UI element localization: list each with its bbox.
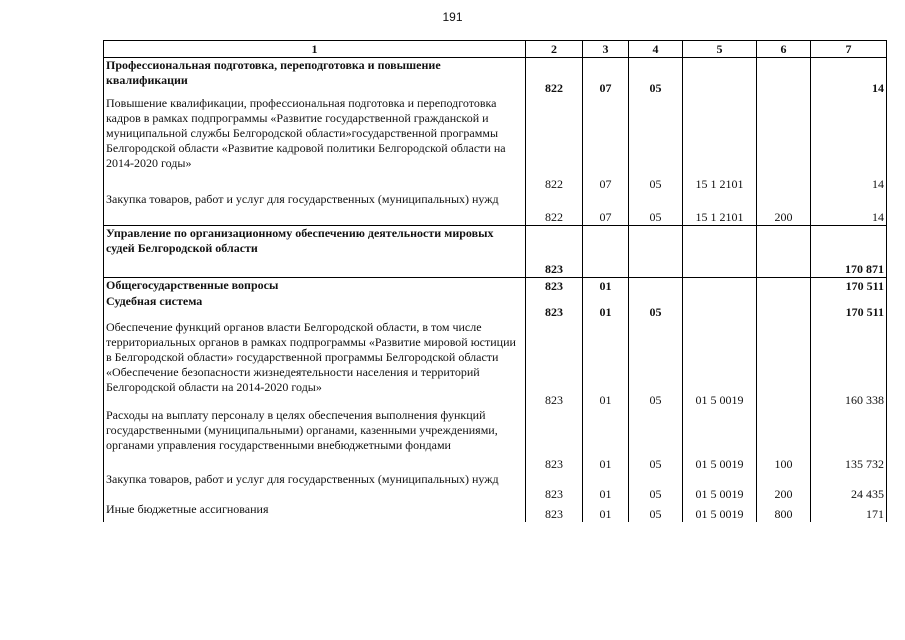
- table-row: [104, 320, 887, 408]
- subsection-code-cell: 05: [629, 408, 683, 472]
- amount-cell: 135 732: [811, 408, 887, 472]
- subsection-code-cell: 05: [629, 58, 683, 96]
- expense-type-cell: [757, 320, 811, 408]
- row-name-cell: Закупка товаров, работ и услуг для государственных (муниципальных) нужд: [104, 472, 526, 502]
- ved-code-cell: 823: [526, 472, 583, 502]
- section-code-cell: 07: [583, 58, 629, 96]
- target-article-cell: 01 5 0019: [683, 502, 757, 522]
- section-code-cell: 01: [583, 294, 629, 320]
- row-name-cell: Повышение квалификации, профессиональная подготовка и переподготовка кадров в рамках подпрограммы «Развитие государственной гражданской и муниципальной службы Белгородской области»государственной программы Белгородской области «Развитие кадровой политики Белгородской области на 2014-2020 годы»: [104, 96, 526, 192]
- subsection-code-cell: [629, 226, 683, 278]
- target-article-cell: [683, 58, 757, 96]
- header-cell: 4: [629, 41, 683, 58]
- row-name-cell: Судебная система: [104, 294, 526, 320]
- header-cell: 7: [811, 41, 887, 58]
- expense-type-cell: 800: [757, 502, 811, 522]
- table-row: [104, 226, 887, 278]
- ved-code-cell: 822: [526, 192, 583, 226]
- target-article-cell: [683, 294, 757, 320]
- section-code-cell: 01: [583, 472, 629, 502]
- row-name-cell: Профессиональная подготовка, переподготовка и повышение квалификации: [104, 58, 526, 96]
- section-code-cell: 07: [583, 96, 629, 192]
- page-number: 191: [442, 10, 463, 24]
- amount-cell: 14: [811, 192, 887, 226]
- header-cell: 6: [757, 41, 811, 58]
- ved-code-cell: 823: [526, 320, 583, 408]
- expense-type-cell: [757, 294, 811, 320]
- subsection-code-cell: 05: [629, 192, 683, 226]
- row-name-cell: Общегосударственные вопросы: [104, 278, 526, 294]
- section-code-cell: 01: [583, 320, 629, 408]
- subsection-code-cell: 05: [629, 472, 683, 502]
- table-row: [104, 278, 887, 294]
- expense-type-cell: 200: [757, 472, 811, 502]
- section-code-cell: 07: [583, 192, 629, 226]
- table-row: [104, 96, 887, 192]
- expense-type-cell: [757, 96, 811, 192]
- table-row: [104, 502, 887, 522]
- amount-cell: 24 435: [811, 472, 887, 502]
- subsection-code-cell: 05: [629, 502, 683, 522]
- ved-code-cell: 823: [526, 502, 583, 522]
- expense-type-cell: 200: [757, 192, 811, 226]
- expense-type-cell: [757, 226, 811, 278]
- amount-cell: 160 338: [811, 320, 887, 408]
- section-code-cell: 01: [583, 278, 629, 294]
- row-name-cell: Расходы на выплату персоналу в целях обеспечения выполнения функций государственными (муниципальными) органами, казенными учреждениями, органами управления государственными внебюджетными фондами: [104, 408, 526, 472]
- row-name-cell: Иные бюджетные ассигнования: [104, 502, 526, 522]
- table-row: [104, 472, 887, 502]
- section-code-cell: 01: [583, 408, 629, 472]
- header-cell: 1: [104, 41, 526, 58]
- header-row: [104, 41, 887, 58]
- target-article-cell: 15 1 2101: [683, 96, 757, 192]
- ved-code-cell: 822: [526, 96, 583, 192]
- table-row: [104, 294, 887, 320]
- subsection-code-cell: 05: [629, 320, 683, 408]
- subsection-code-cell: [629, 278, 683, 294]
- subsection-code-cell: 05: [629, 96, 683, 192]
- budget-table: [103, 40, 887, 522]
- expense-type-cell: [757, 278, 811, 294]
- amount-cell: 14: [811, 58, 887, 96]
- target-article-cell: [683, 278, 757, 294]
- header-cell: 3: [583, 41, 629, 58]
- section-code-cell: [583, 226, 629, 278]
- table-row: [104, 408, 887, 472]
- amount-cell: 14: [811, 96, 887, 192]
- table-row: [104, 58, 887, 96]
- target-article-cell: 01 5 0019: [683, 408, 757, 472]
- header-cell: 5: [683, 41, 757, 58]
- amount-cell: 170 511: [811, 294, 887, 320]
- ved-code-cell: 823: [526, 408, 583, 472]
- amount-cell: 170 511: [811, 278, 887, 294]
- expense-type-cell: 100: [757, 408, 811, 472]
- target-article-cell: 01 5 0019: [683, 472, 757, 502]
- ved-code-cell: 822: [526, 58, 583, 96]
- expense-type-cell: [757, 58, 811, 96]
- target-article-cell: 15 1 2101: [683, 192, 757, 226]
- subsection-code-cell: 05: [629, 294, 683, 320]
- row-name-cell: Управление по организационному обеспечению деятельности мировых судей Белгородской области: [104, 226, 526, 278]
- row-name-cell: Закупка товаров, работ и услуг для государственных (муниципальных) нужд: [104, 192, 526, 226]
- ved-code-cell: 823: [526, 278, 583, 294]
- target-article-cell: [683, 226, 757, 278]
- row-name-cell: Обеспечение функций органов власти Белгородской области, в том числе территориальных органов в рамках подпрограммы «Развитие мировой юстиции в Белгородской области» государственной программы Белгородской области «Обеспечение безопасности жизнедеятельности населения и территорий Белгородской области на 2014-2020 годы»: [104, 320, 526, 408]
- ved-code-cell: 823: [526, 294, 583, 320]
- table-row: [104, 192, 887, 226]
- amount-cell: 171: [811, 502, 887, 522]
- target-article-cell: 01 5 0019: [683, 320, 757, 408]
- header-cell: 2: [526, 41, 583, 58]
- ved-code-cell: 823: [526, 226, 583, 278]
- amount-cell: 170 871: [811, 226, 887, 278]
- section-code-cell: 01: [583, 502, 629, 522]
